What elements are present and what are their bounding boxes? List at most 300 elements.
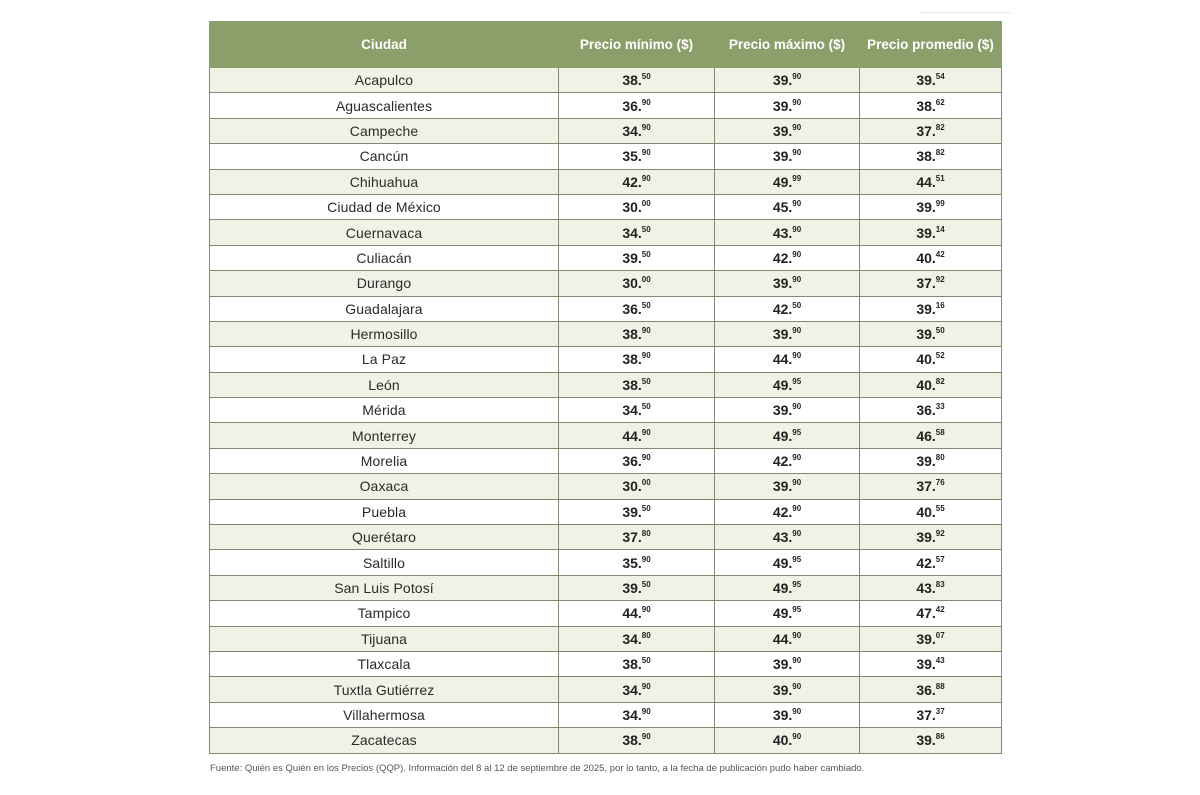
price-whole: 39. bbox=[916, 326, 936, 343]
price-cents: 86 bbox=[935, 732, 945, 742]
price-cents: 95 bbox=[792, 580, 802, 589]
price-cents: 90 bbox=[792, 326, 802, 336]
max-price-cell bbox=[715, 448, 860, 473]
price-whole: 36. bbox=[916, 681, 936, 698]
city-cell: León bbox=[210, 372, 559, 397]
city-cell: Tuxtla Gutiérrez bbox=[210, 677, 559, 702]
price-cents: 90 bbox=[792, 453, 802, 463]
avg-price-cell bbox=[860, 448, 1002, 473]
column-header-max-price: Precio máximo ($) bbox=[715, 22, 860, 68]
city-cell: Guadalajara bbox=[210, 296, 559, 321]
price-cents: 90 bbox=[641, 351, 651, 361]
avg-price-cell bbox=[860, 220, 1002, 245]
table-body bbox=[210, 68, 1002, 754]
avg-price-cell bbox=[860, 372, 1002, 397]
price-whole: 39. bbox=[772, 706, 793, 723]
price-whole: 43. bbox=[772, 529, 793, 546]
price-whole: 34. bbox=[622, 122, 642, 139]
table-row bbox=[210, 194, 1002, 219]
price-cents: 90 bbox=[792, 706, 802, 716]
price-cents: 90 bbox=[792, 351, 802, 361]
price-whole: 44. bbox=[916, 173, 936, 190]
max-price-cell bbox=[715, 677, 860, 702]
price-cents: 90 bbox=[641, 97, 651, 107]
min-price-cell bbox=[559, 194, 715, 219]
max-price-cell bbox=[715, 271, 860, 296]
price-cents: 50 bbox=[641, 580, 651, 589]
price-whole: 42. bbox=[916, 554, 936, 571]
avg-price-cell bbox=[860, 702, 1002, 727]
price-whole: 39. bbox=[916, 224, 936, 241]
avg-price-cell bbox=[860, 347, 1002, 372]
max-price-cell bbox=[715, 144, 860, 169]
table-row bbox=[210, 626, 1002, 651]
price-whole: 49. bbox=[772, 605, 793, 622]
avg-price-cell bbox=[860, 271, 1002, 296]
min-price-cell bbox=[559, 245, 715, 270]
price-whole: 46. bbox=[916, 427, 936, 444]
price-cents: 50 bbox=[641, 300, 651, 310]
table-row bbox=[210, 499, 1002, 524]
min-price-cell bbox=[559, 448, 715, 473]
price-cents: 95 bbox=[792, 427, 802, 437]
avg-price-cell bbox=[860, 550, 1002, 575]
column-header-avg-price: Precio promedio ($) bbox=[860, 22, 1002, 68]
price-cents: 90 bbox=[792, 275, 802, 285]
city-cell: Morelia bbox=[210, 448, 559, 473]
max-price-cell bbox=[715, 347, 860, 372]
min-price-cell bbox=[559, 423, 715, 448]
max-price-cell bbox=[715, 245, 860, 270]
price-cents: 90 bbox=[792, 72, 802, 82]
price-cents: 90 bbox=[641, 681, 651, 691]
price-whole: 38. bbox=[622, 326, 642, 343]
price-cents: 90 bbox=[792, 97, 802, 107]
avg-price-cell bbox=[860, 651, 1002, 676]
price-cents: 90 bbox=[792, 402, 802, 412]
min-price-cell bbox=[559, 68, 715, 93]
price-whole: 42. bbox=[772, 503, 793, 520]
price-whole: 38. bbox=[622, 351, 642, 368]
price-cents: 37 bbox=[935, 706, 945, 716]
avg-price-cell bbox=[860, 144, 1002, 169]
price-cents: 50 bbox=[792, 300, 802, 310]
price-whole: 40. bbox=[772, 732, 793, 749]
max-price-cell bbox=[715, 651, 860, 676]
price-cents: 62 bbox=[935, 97, 945, 107]
min-price-cell bbox=[559, 118, 715, 143]
table-row bbox=[210, 702, 1002, 727]
table-row bbox=[210, 601, 1002, 626]
min-price-cell bbox=[559, 575, 715, 600]
table-row bbox=[210, 144, 1002, 169]
price-cents: 90 bbox=[792, 148, 802, 158]
price-whole: 35. bbox=[622, 148, 642, 165]
city-cell: Tlaxcala bbox=[210, 651, 559, 676]
price-cents: 99 bbox=[792, 173, 802, 183]
price-whole: 39. bbox=[772, 478, 793, 495]
price-cents: 90 bbox=[792, 224, 802, 234]
price-cents: 90 bbox=[641, 122, 651, 132]
min-price-cell bbox=[559, 144, 715, 169]
price-cents: 95 bbox=[792, 554, 802, 564]
min-price-cell bbox=[559, 347, 715, 372]
price-cents: 99 bbox=[935, 199, 945, 209]
table-row bbox=[210, 575, 1002, 600]
max-price-cell bbox=[715, 626, 860, 651]
table-row bbox=[210, 296, 1002, 321]
price-whole: 47. bbox=[916, 605, 936, 622]
max-price-cell bbox=[715, 550, 860, 575]
min-price-cell bbox=[559, 321, 715, 346]
price-whole: 30. bbox=[622, 478, 642, 495]
price-cents: 90 bbox=[641, 706, 651, 716]
price-cents: 50 bbox=[641, 503, 651, 513]
price-cents: 52 bbox=[935, 351, 945, 361]
price-whole: 38. bbox=[622, 376, 642, 393]
city-cell: La Paz bbox=[210, 347, 559, 372]
price-cents: 83 bbox=[935, 580, 945, 589]
table-row bbox=[210, 448, 1002, 473]
city-cell: Acapulco bbox=[210, 68, 559, 93]
table-row bbox=[210, 728, 1002, 753]
max-price-cell bbox=[715, 194, 860, 219]
price-whole: 39. bbox=[772, 122, 793, 139]
min-price-cell bbox=[559, 93, 715, 118]
price-whole: 39. bbox=[622, 249, 642, 266]
price-whole: 39. bbox=[622, 580, 642, 596]
price-cents: 90 bbox=[641, 732, 651, 742]
price-whole: 39. bbox=[916, 453, 936, 470]
price-whole: 39. bbox=[916, 529, 936, 546]
avg-price-cell bbox=[860, 296, 1002, 321]
table-row bbox=[210, 271, 1002, 296]
table-row bbox=[210, 372, 1002, 397]
price-cents: 90 bbox=[792, 529, 802, 539]
avg-price-cell bbox=[860, 423, 1002, 448]
price-whole: 42. bbox=[622, 173, 642, 190]
price-cents: 57 bbox=[935, 554, 945, 564]
price-whole: 39. bbox=[772, 97, 793, 114]
source-footnote: Fuente: Quién es Quién en los Precios (QQP). Información del 8 al 12 de septiembre de 2025, por lo tanto, a la fecha de publicación pudo haber cambiado. bbox=[210, 763, 865, 774]
price-whole: 44. bbox=[772, 351, 793, 368]
price-cents: 90 bbox=[792, 199, 802, 209]
min-price-cell bbox=[559, 702, 715, 727]
decorative-tab-edge bbox=[918, 12, 1012, 19]
city-cell: Mérida bbox=[210, 398, 559, 423]
min-price-cell bbox=[559, 372, 715, 397]
price-whole: 39. bbox=[916, 656, 936, 673]
price-whole: 49. bbox=[772, 173, 793, 190]
price-cents: 90 bbox=[792, 681, 802, 691]
price-whole: 44. bbox=[622, 427, 642, 444]
price-cents: 90 bbox=[792, 478, 802, 488]
table-row bbox=[210, 550, 1002, 575]
price-cents: 54 bbox=[935, 72, 945, 82]
price-whole: 39. bbox=[772, 275, 793, 292]
price-whole: 39. bbox=[916, 630, 936, 647]
max-price-cell bbox=[715, 398, 860, 423]
table-row bbox=[210, 398, 1002, 423]
price-cents: 14 bbox=[935, 224, 945, 234]
price-whole: 39. bbox=[916, 199, 936, 216]
price-whole: 38. bbox=[622, 72, 642, 89]
price-whole: 44. bbox=[622, 605, 642, 622]
city-cell: Campeche bbox=[210, 118, 559, 143]
min-price-cell bbox=[559, 499, 715, 524]
price-cents: 43 bbox=[935, 656, 945, 666]
price-cents: 90 bbox=[641, 605, 651, 615]
table-row bbox=[210, 169, 1002, 194]
city-cell: Tijuana bbox=[210, 626, 559, 651]
price-cents: 80 bbox=[935, 453, 945, 463]
price-cents: 90 bbox=[792, 630, 802, 640]
price-whole: 34. bbox=[622, 630, 642, 647]
max-price-cell bbox=[715, 525, 860, 550]
city-cell: Oaxaca bbox=[210, 474, 559, 499]
price-cents: 90 bbox=[641, 427, 651, 437]
price-whole: 36. bbox=[622, 453, 642, 470]
price-whole: 40. bbox=[916, 249, 936, 266]
max-price-cell bbox=[715, 474, 860, 499]
price-whole: 36. bbox=[622, 300, 642, 317]
price-whole: 37. bbox=[622, 529, 642, 546]
avg-price-cell bbox=[860, 601, 1002, 626]
city-cell: Chihuahua bbox=[210, 169, 559, 194]
max-price-cell bbox=[715, 728, 860, 753]
price-whole: 44. bbox=[772, 630, 793, 647]
price-whole: 42. bbox=[772, 249, 793, 266]
min-price-cell bbox=[559, 651, 715, 676]
min-price-cell bbox=[559, 550, 715, 575]
price-whole: 42. bbox=[772, 300, 793, 317]
fuel-price-table bbox=[209, 21, 1002, 754]
price-cents: 50 bbox=[641, 376, 651, 386]
table-row bbox=[210, 347, 1002, 372]
price-whole: 40. bbox=[916, 503, 936, 520]
max-price-cell bbox=[715, 68, 860, 93]
min-price-cell bbox=[559, 169, 715, 194]
price-whole: 37. bbox=[916, 478, 936, 495]
price-whole: 39. bbox=[916, 72, 936, 89]
price-whole: 34. bbox=[622, 706, 642, 723]
price-whole: 37. bbox=[916, 706, 936, 723]
price-whole: 34. bbox=[622, 681, 642, 698]
price-cents: 33 bbox=[935, 402, 945, 412]
city-cell: Saltillo bbox=[210, 550, 559, 575]
price-cents: 90 bbox=[641, 148, 651, 158]
min-price-cell bbox=[559, 677, 715, 702]
price-whole: 43. bbox=[916, 580, 936, 596]
price-whole: 42. bbox=[772, 453, 793, 470]
price-cents: 90 bbox=[641, 554, 651, 564]
table-row bbox=[210, 118, 1002, 143]
price-cents: 90 bbox=[641, 453, 651, 463]
price-cents: 90 bbox=[641, 326, 651, 336]
price-whole: 49. bbox=[772, 376, 793, 393]
price-cents: 80 bbox=[641, 630, 651, 640]
column-header-city: Ciudad bbox=[210, 22, 559, 68]
price-whole: 37. bbox=[916, 122, 936, 139]
column-header-min-price: Precio mínimo ($) bbox=[559, 22, 715, 68]
city-cell: San Luis Potosí bbox=[210, 575, 559, 600]
price-cents: 55 bbox=[935, 503, 945, 513]
price-cents: 50 bbox=[641, 402, 651, 412]
max-price-cell bbox=[715, 601, 860, 626]
max-price-cell bbox=[715, 118, 860, 143]
table-row bbox=[210, 651, 1002, 676]
city-cell: Monterrey bbox=[210, 423, 559, 448]
price-cents: 00 bbox=[641, 275, 651, 285]
max-price-cell bbox=[715, 499, 860, 524]
price-cents: 90 bbox=[792, 732, 802, 742]
price-cents: 50 bbox=[641, 249, 651, 259]
price-cents: 50 bbox=[641, 656, 651, 666]
price-cents: 90 bbox=[792, 122, 802, 132]
price-whole: 36. bbox=[622, 97, 642, 114]
price-whole: 45. bbox=[772, 199, 793, 216]
price-whole: 38. bbox=[916, 97, 936, 114]
price-cents: 92 bbox=[935, 275, 945, 285]
min-price-cell bbox=[559, 525, 715, 550]
price-whole: 35. bbox=[622, 554, 642, 571]
price-whole: 38. bbox=[622, 656, 642, 673]
min-price-cell bbox=[559, 626, 715, 651]
price-whole: 39. bbox=[916, 732, 936, 749]
price-whole: 39. bbox=[772, 402, 793, 419]
price-whole: 49. bbox=[772, 554, 793, 571]
price-whole: 39. bbox=[772, 72, 793, 89]
max-price-cell bbox=[715, 372, 860, 397]
price-cents: 82 bbox=[935, 122, 945, 132]
price-cents: 16 bbox=[935, 300, 945, 310]
min-price-cell bbox=[559, 220, 715, 245]
avg-price-cell bbox=[860, 677, 1002, 702]
price-cents: 00 bbox=[641, 199, 651, 209]
avg-price-cell bbox=[860, 525, 1002, 550]
price-cents: 07 bbox=[935, 630, 945, 640]
price-cents: 95 bbox=[792, 605, 802, 615]
price-cents: 42 bbox=[935, 249, 945, 259]
avg-price-cell bbox=[860, 728, 1002, 753]
avg-price-cell bbox=[860, 194, 1002, 219]
city-cell: Tampico bbox=[210, 601, 559, 626]
price-whole: 36. bbox=[916, 402, 936, 419]
price-cents: 90 bbox=[792, 656, 802, 666]
price-cents: 82 bbox=[935, 148, 945, 158]
avg-price-cell bbox=[860, 398, 1002, 423]
city-cell: Culiacán bbox=[210, 245, 559, 270]
avg-price-cell bbox=[860, 626, 1002, 651]
max-price-cell bbox=[715, 169, 860, 194]
min-price-cell bbox=[559, 474, 715, 499]
table-header-row bbox=[210, 22, 1002, 68]
price-cents: 92 bbox=[935, 529, 945, 539]
price-cents: 58 bbox=[935, 427, 945, 437]
table-row bbox=[210, 68, 1002, 93]
price-cents: 80 bbox=[641, 529, 651, 539]
price-cents: 50 bbox=[641, 72, 651, 82]
min-price-cell bbox=[559, 271, 715, 296]
price-whole: 40. bbox=[916, 376, 936, 393]
price-whole: 39. bbox=[772, 148, 793, 165]
max-price-cell bbox=[715, 575, 860, 600]
price-cents: 90 bbox=[792, 503, 802, 513]
table-row bbox=[210, 423, 1002, 448]
min-price-cell bbox=[559, 296, 715, 321]
city-cell: Aguascalientes bbox=[210, 93, 559, 118]
max-price-cell bbox=[715, 321, 860, 346]
price-whole: 38. bbox=[622, 732, 642, 749]
max-price-cell bbox=[715, 702, 860, 727]
min-price-cell bbox=[559, 398, 715, 423]
price-whole: 40. bbox=[916, 351, 936, 368]
price-cents: 50 bbox=[641, 224, 651, 234]
price-cents: 76 bbox=[935, 478, 945, 488]
avg-price-cell bbox=[860, 321, 1002, 346]
table-row bbox=[210, 474, 1002, 499]
price-whole: 43. bbox=[772, 224, 793, 241]
table-row bbox=[210, 525, 1002, 550]
avg-price-cell bbox=[860, 474, 1002, 499]
city-cell: Zacatecas bbox=[210, 728, 559, 753]
price-cents: 42 bbox=[935, 605, 945, 615]
avg-price-cell bbox=[860, 169, 1002, 194]
price-whole: 49. bbox=[772, 427, 793, 444]
min-price-cell bbox=[559, 728, 715, 753]
city-cell: Cuernavaca bbox=[210, 220, 559, 245]
table-row bbox=[210, 245, 1002, 270]
avg-price-cell bbox=[860, 118, 1002, 143]
price-whole: 39. bbox=[772, 656, 793, 673]
price-cents: 51 bbox=[935, 173, 945, 183]
city-cell: Ciudad de México bbox=[210, 194, 559, 219]
price-whole: 39. bbox=[622, 503, 642, 520]
price-cents: 90 bbox=[792, 249, 802, 259]
price-whole: 49. bbox=[772, 580, 793, 596]
price-cents: 90 bbox=[641, 173, 651, 183]
price-cents: 50 bbox=[935, 326, 945, 336]
city-cell: Hermosillo bbox=[210, 321, 559, 346]
price-whole: 39. bbox=[916, 300, 936, 317]
max-price-cell bbox=[715, 296, 860, 321]
price-cents: 95 bbox=[792, 376, 802, 386]
city-cell: Querétaro bbox=[210, 525, 559, 550]
price-cents: 82 bbox=[935, 376, 945, 386]
max-price-cell bbox=[715, 423, 860, 448]
price-whole: 30. bbox=[622, 275, 642, 292]
min-price-cell bbox=[559, 601, 715, 626]
price-whole: 37. bbox=[916, 275, 936, 292]
city-cell: Durango bbox=[210, 271, 559, 296]
table-row bbox=[210, 321, 1002, 346]
price-whole: 30. bbox=[622, 199, 642, 216]
price-cents: 00 bbox=[641, 478, 651, 488]
max-price-cell bbox=[715, 220, 860, 245]
price-whole: 34. bbox=[622, 402, 642, 419]
avg-price-cell bbox=[860, 575, 1002, 600]
avg-price-cell bbox=[860, 68, 1002, 93]
avg-price-cell bbox=[860, 245, 1002, 270]
price-whole: 34. bbox=[622, 224, 642, 241]
table-row bbox=[210, 93, 1002, 118]
table-row bbox=[210, 677, 1002, 702]
price-cents: 88 bbox=[935, 681, 945, 691]
city-cell: Puebla bbox=[210, 499, 559, 524]
price-whole: 39. bbox=[772, 681, 793, 698]
price-whole: 38. bbox=[916, 148, 936, 165]
table-row bbox=[210, 220, 1002, 245]
